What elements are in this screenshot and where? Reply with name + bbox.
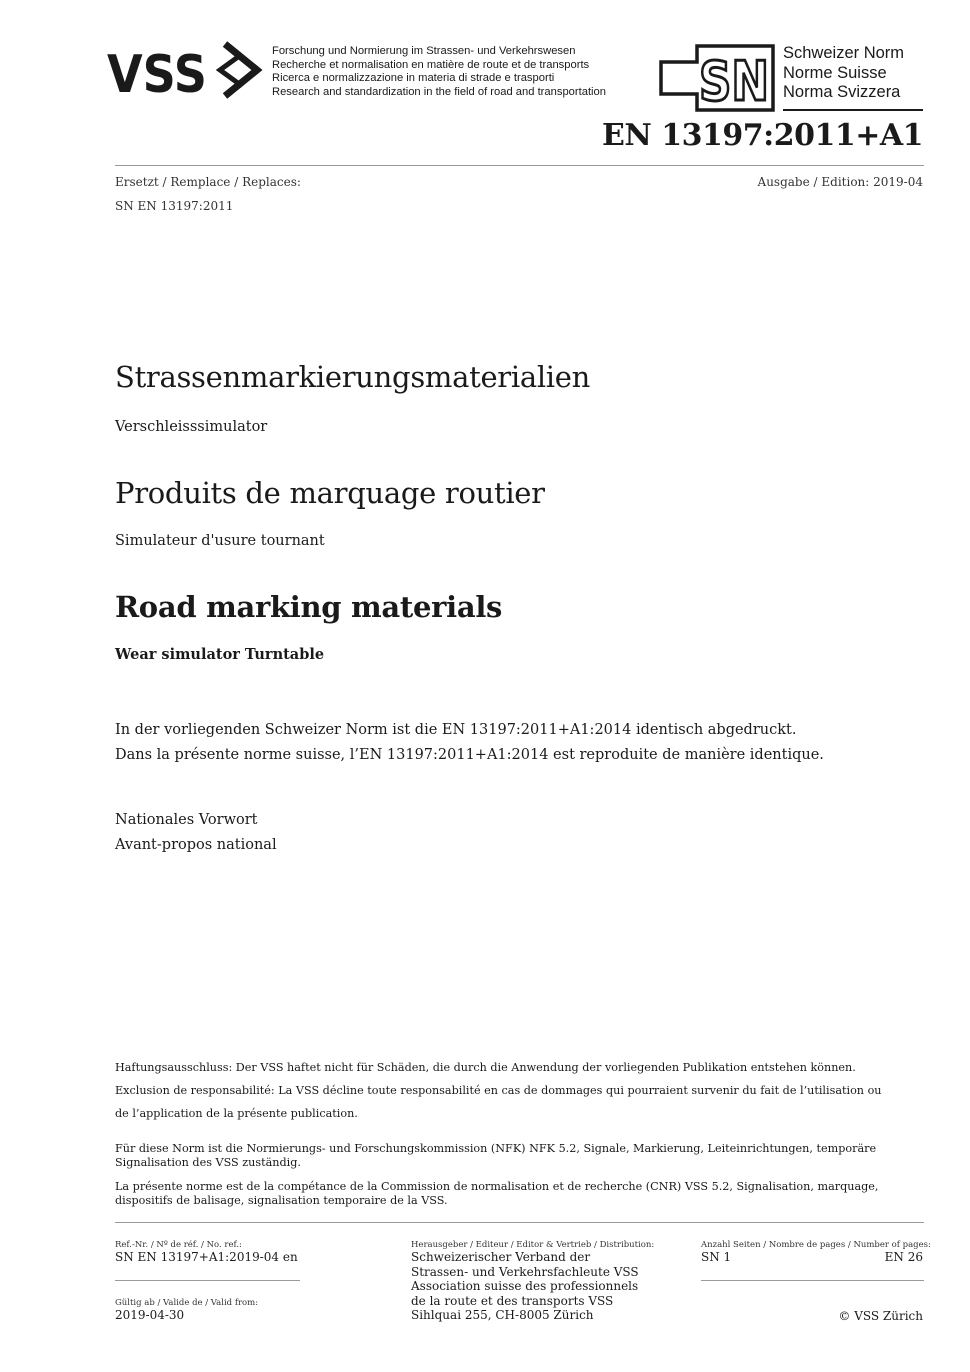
ref-label: Ref.-Nr. / Nº de réf. / No. ref.: bbox=[115, 1240, 242, 1250]
pages-en: EN 26 bbox=[884, 1250, 923, 1264]
ref-value: SN EN 13197+A1:2019-04 en bbox=[115, 1250, 298, 1264]
title-fr: Produits de marquage routier bbox=[115, 476, 545, 510]
copyright: © VSS Zürich bbox=[838, 1309, 923, 1323]
vss-tagline-de: Forschung und Normierung im Strassen- und Verkehrswesen bbox=[272, 45, 576, 57]
svg-text:VSS: VSS bbox=[107, 45, 207, 100]
subtitle-en: Wear simulator Turntable bbox=[115, 646, 325, 663]
valid-label: Gültig ab / Valide de / Valid from: bbox=[115, 1298, 259, 1308]
committee-de: Für diese Norm ist die Normierungs- und Forschungskommission (NFK) NFK 5.2, Signale, Markierung, Leiteinrichtungen, temporäre Signalisation des VSS zuständig. bbox=[115, 1142, 877, 1169]
publisher-line: Strassen- und Verkehrsfachleute VSS bbox=[411, 1264, 639, 1279]
sn-underline bbox=[783, 109, 923, 111]
replaces-label: Ersetzt / Remplace / Replaces: bbox=[115, 175, 301, 189]
disclaimer-fr-line1: Exclusion de responsabilité: La VSS décline toute responsabilité en cas de dommages qui pourraient survenir du fait de l’utilisation ou bbox=[115, 1084, 882, 1097]
vss-tagline bbox=[272, 45, 606, 99]
sn-label-de: Schweizer Norm bbox=[783, 44, 905, 62]
pages-rule bbox=[701, 1280, 924, 1281]
national-foreword-de: Nationales Vorwort bbox=[115, 812, 258, 828]
header-divider bbox=[115, 165, 924, 166]
national-foreword-fr: Avant-propos national bbox=[115, 837, 277, 853]
publisher-label: Herausgeber / Editeur / Editor & Vertrieb / Distribution: bbox=[411, 1240, 655, 1250]
title-de: Strassenmarkierungsmaterialien bbox=[115, 360, 591, 394]
disclaimer-fr-line2: de l’application de la présente publication. bbox=[115, 1107, 358, 1120]
sn-label-it: Norma Svizzera bbox=[783, 83, 901, 101]
svg-text:SN: SN bbox=[699, 50, 769, 112]
sn-swiss-cross-logo bbox=[657, 44, 777, 112]
subtitle-de: Verschleisssimulator bbox=[115, 419, 268, 435]
norm-number: EN 13197:2011+A1 bbox=[602, 118, 923, 153]
valid-value: 2019-04-30 bbox=[115, 1308, 185, 1322]
disclaimer-de: Haftungsausschluss: Der VSS haftet nicht für Schäden, die durch die Anwendung der vorliegenden Publikation entstehen können. bbox=[115, 1061, 856, 1074]
vss-logo bbox=[107, 40, 267, 100]
subtitle-fr: Simulateur d'usure tournant bbox=[115, 533, 325, 549]
replaces-value: SN EN 13197:2011 bbox=[115, 199, 234, 213]
ref-rule bbox=[115, 1280, 300, 1281]
pages-sn: SN 1 bbox=[701, 1250, 732, 1264]
vss-tagline-it: Ricerca e normalizzazione in materia di strade e trasporti bbox=[272, 72, 555, 85]
publisher-line: Sihlquai 255, CH-8005 Zürich bbox=[411, 1308, 594, 1322]
sn-label-fr: Norme Suisse bbox=[783, 63, 887, 82]
publisher-line: Association suisse des professionnels bbox=[411, 1279, 639, 1293]
footer-divider bbox=[115, 1222, 924, 1223]
identical-statement-fr: Dans la présente norme suisse, l’EN 13197:2011+A1:2014 est reproduite de manière identique. bbox=[115, 747, 824, 763]
disclaimer bbox=[115, 1056, 927, 1125]
publisher-address bbox=[411, 1250, 639, 1323]
title-en: Road marking materials bbox=[115, 590, 503, 624]
national-foreword bbox=[115, 808, 277, 858]
sn-norm-labels bbox=[783, 44, 904, 103]
publisher-line: de la route et des transports VSS bbox=[411, 1293, 614, 1308]
publisher-line: Schweizerischer Verband der bbox=[411, 1250, 591, 1264]
vss-tagline-fr: Recherche et normalisation en matière de route et de transports bbox=[272, 58, 590, 71]
pages-label: Anzahl Seiten / Nombre de pages / Number of pages: bbox=[701, 1240, 931, 1250]
edition-date: Ausgabe / Edition: 2019-04 bbox=[757, 175, 923, 189]
identical-statement-de: In der vorliegenden Schweizer Norm ist die EN 13197:2011+A1:2014 identisch abgedruckt. bbox=[115, 722, 797, 738]
identical-statement bbox=[115, 718, 824, 768]
vss-tagline-en: Research and standardization in the field of road and transportation bbox=[272, 85, 606, 98]
committee-fr: La présente norme est de la compétance de la Commission de normalisation et de recherche (CNR) VSS 5.2, Signalisation, marquage, dispositifs de balisage, signalisation temporaire de la VSS. bbox=[115, 1180, 879, 1207]
